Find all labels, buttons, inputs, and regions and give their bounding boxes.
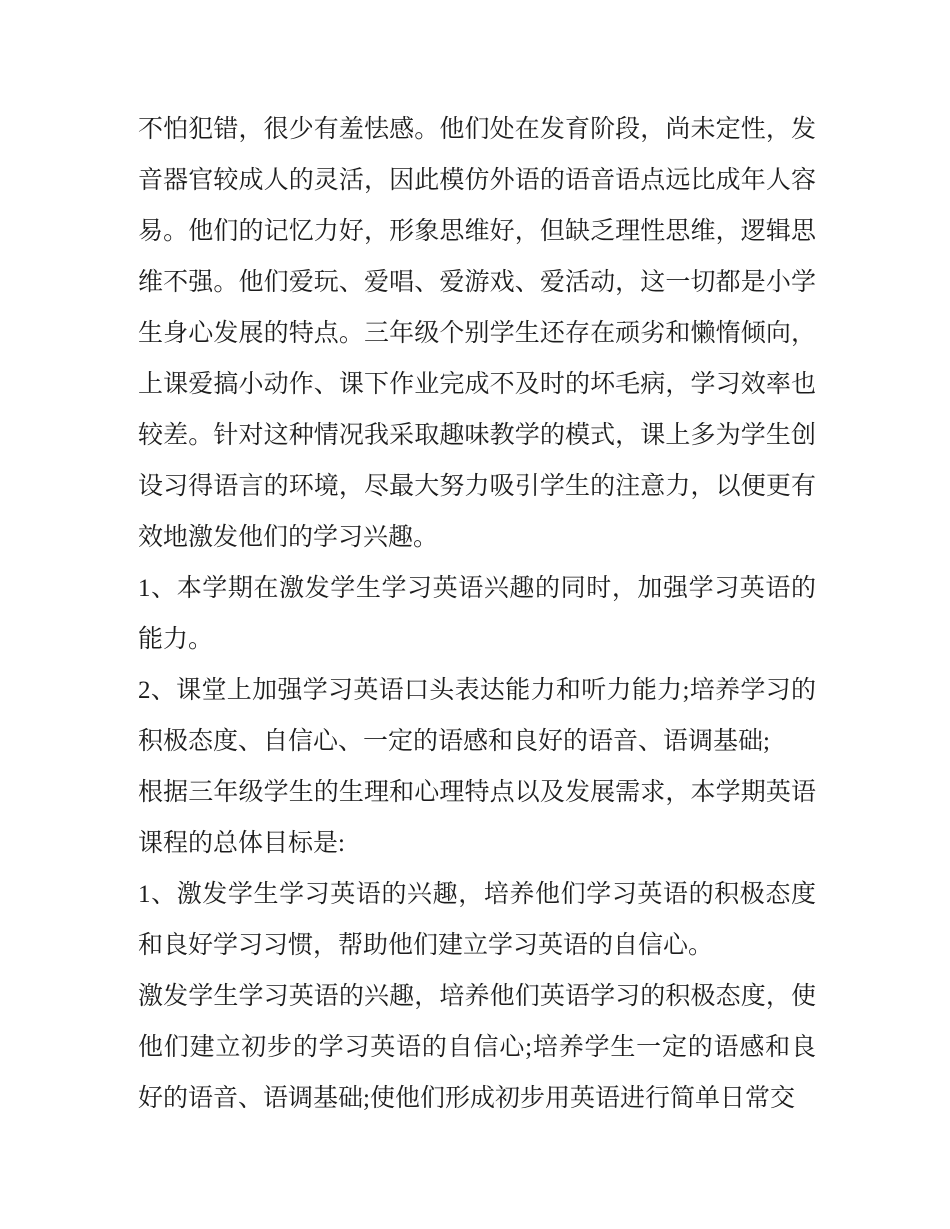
text-line: 课程的总体目标是:	[138, 830, 345, 857]
text-line: 效地激发他们的学习兴趣。	[138, 524, 439, 551]
text-line: 较差。针对这种情况我采取趣味教学的模式，课上多为学生创	[138, 422, 816, 449]
text-line: 根据三年级学生的生理和心理特点以及发展需求，本学期英语	[138, 779, 816, 806]
text-line: 音器官较成人的灵活，因此模仿外语的语音语点远比成年人容	[138, 167, 816, 194]
text-line: 1、本学期在激发学生学习英语兴趣的同时，加强学习英语的	[138, 575, 816, 602]
text-line: 激发学生学习英语的兴趣，培养他们英语学习的积极态度，使	[138, 983, 816, 1010]
text-line: 和良好学习习惯，帮助他们建立学习英语的自信心。	[138, 932, 714, 959]
text-line: 能力。	[138, 626, 214, 653]
text-line: 好的语音、语调基础;使他们形成初步用英语进行简单日常交	[138, 1085, 795, 1112]
text-line: 2、课堂上加强学习英语口头表达能力和听力能力;培养学习的	[138, 677, 816, 704]
text-line: 易。他们的记忆力好，形象思维好，但缺乏理性思维，逻辑思	[138, 218, 816, 245]
text-line: 积极态度、自信心、一定的语感和良好的语音、语调基础;	[138, 728, 770, 755]
text-line: 不怕犯错，很少有羞怯感。他们处在发育阶段，尚未定性，发	[138, 116, 816, 143]
text-line: 维不强。他们爱玩、爱唱、爱游戏、爱活动，这一切都是小学	[138, 269, 816, 296]
text-line: 上课爱搞小动作、课下作业完成不及时的坏毛病，学习效率也	[138, 371, 816, 398]
text-line: 他们建立初步的学习英语的自信心;培养学生一定的语感和良	[138, 1034, 816, 1061]
text-line: 生身心发展的特点。三年级个别学生还存在顽劣和懒惰倾向，	[138, 320, 816, 347]
text-line: 设习得语言的环境，尽最大努力吸引学生的注意力，以便更有	[138, 473, 816, 500]
document-text	[138, 104, 816, 1124]
text-line: 1、激发学生学习英语的兴趣，培养他们学习英语的积极态度	[138, 881, 816, 908]
